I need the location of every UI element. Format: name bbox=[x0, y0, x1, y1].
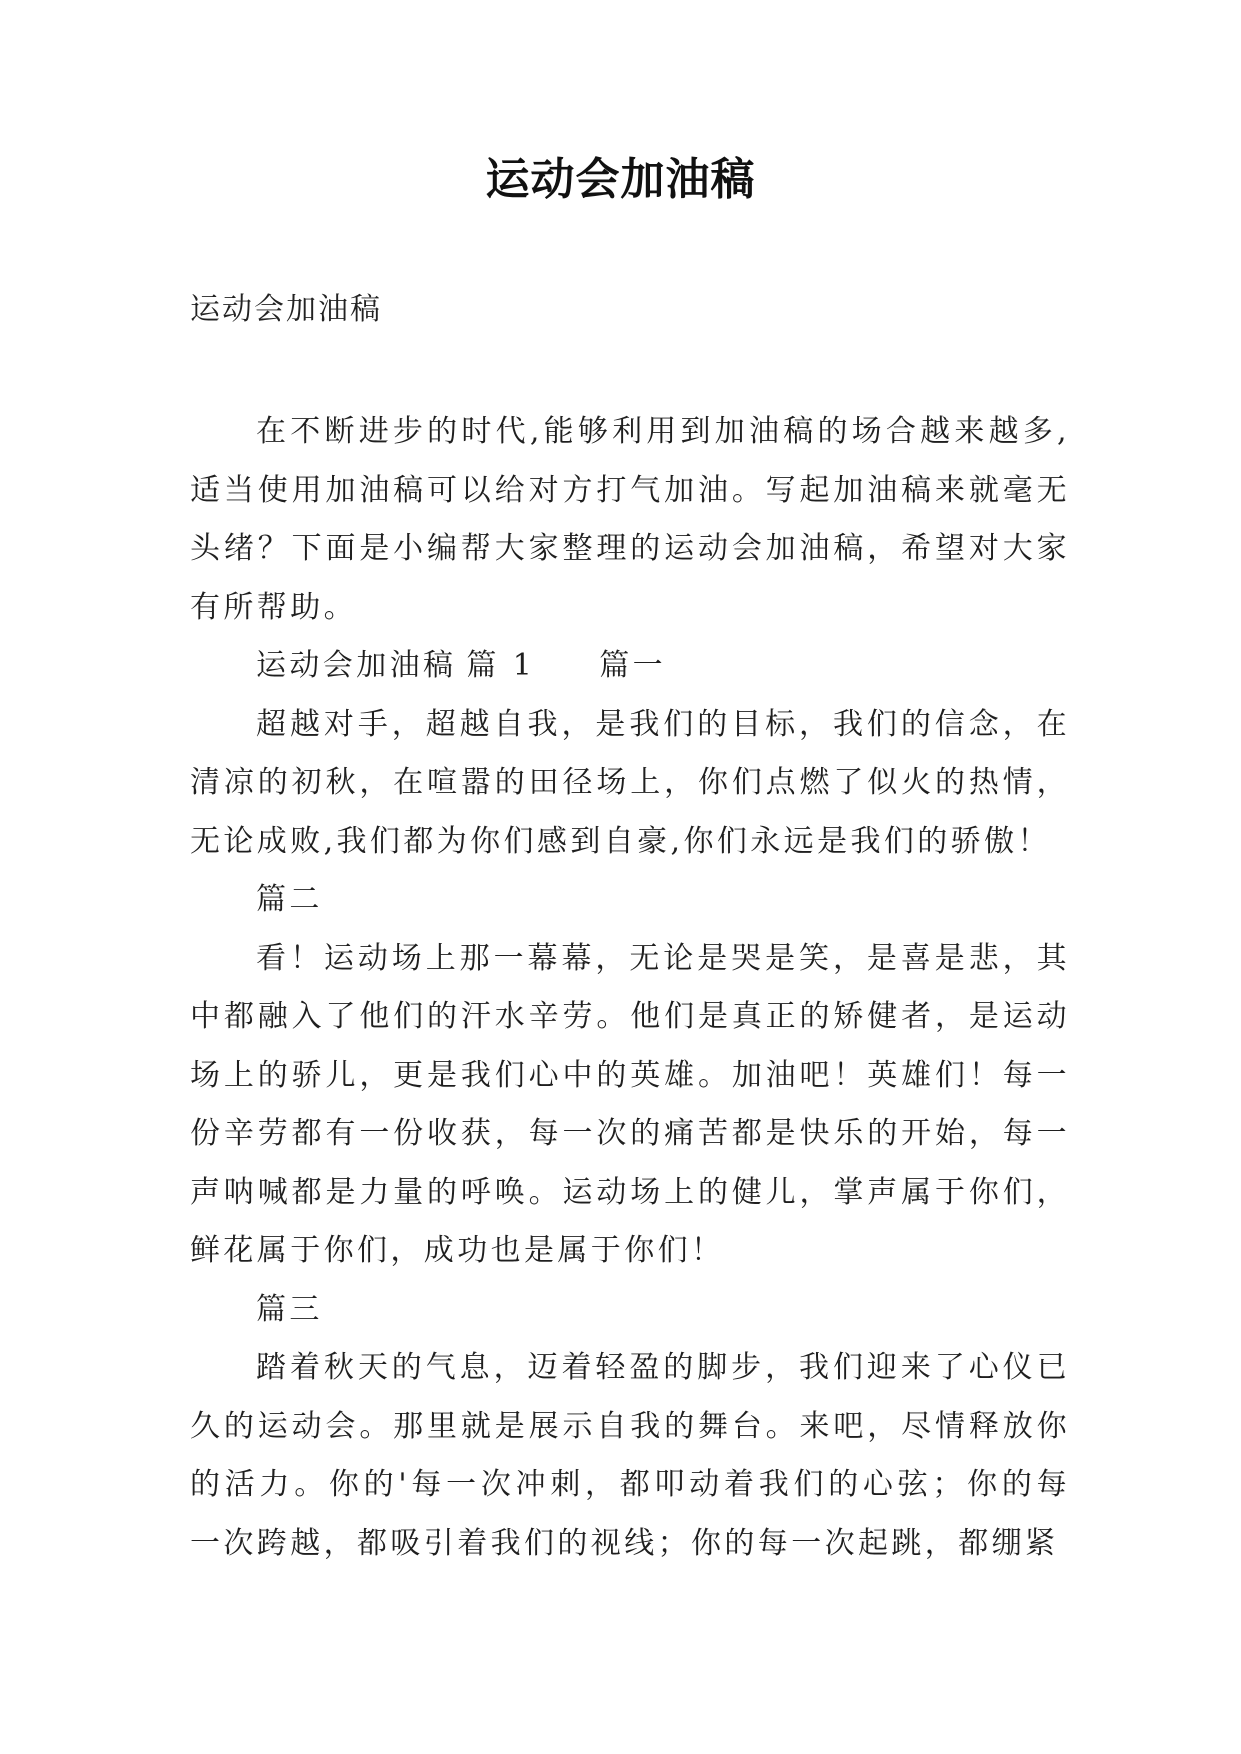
document-subtitle: 运动会加油稿 bbox=[190, 292, 382, 327]
section-heading-name: 运动会加油稿 bbox=[256, 648, 457, 683]
section-3-paragraph: 踏着秋天的气息，迈着轻盈的脚步，我们迎来了心仪已久的运动会。那里就是展示自我的舞台。来吧，尽情释放你的活力。你的'每一次冲刺，都叩动着我们的心弦；你的每一次跨越，都吸引着我们的视线；你的每一次起跳，都绷紧 bbox=[190, 1350, 1070, 1561]
document-body bbox=[190, 403, 1070, 1573]
section-2-paragraph: 看！运动场上那一幕幕，无论是哭是笑，是喜是悲，其中都融入了他们的汗水辛劳。他们是真正的矫健者，是运动场上的骄儿，更是我们心中的英雄。加油吧！英雄们！每一份辛劳都有一份收获，每一次的痛苦都是快乐的开始，每一声呐喊都是力量的呼唤。运动场上的健儿，掌声属于你们，鲜花属于你们，成功也是属于你们！ bbox=[190, 940, 1070, 1268]
section-1-paragraph: 超越对手，超越自我，是我们的目标，我们的信念，在清凉的初秋，在喧嚣的田径场上，你们点燃了似火的热情，无论成败,我们都为你们感到自豪,你们永远是我们的骄傲！ bbox=[190, 706, 1070, 859]
document-title: 运动会加油稿 bbox=[485, 154, 756, 205]
intro-paragraph: 在不断进步的时代,能够利用到加油稿的场合越来越多,适当使用加油稿可以给对方打气加油。写起加油稿来就毫无头绪？下面是小编帮大家整理的运动会加油稿，希望对大家有所帮助。 bbox=[190, 414, 1070, 625]
section-heading-1 bbox=[190, 637, 1070, 696]
section-2-heading: 篇二 bbox=[256, 882, 323, 917]
section-heading-part: 篇 1 bbox=[466, 648, 536, 683]
section-heading-sub: 篇一 bbox=[599, 648, 667, 683]
section-3-heading: 篇三 bbox=[256, 1291, 323, 1327]
